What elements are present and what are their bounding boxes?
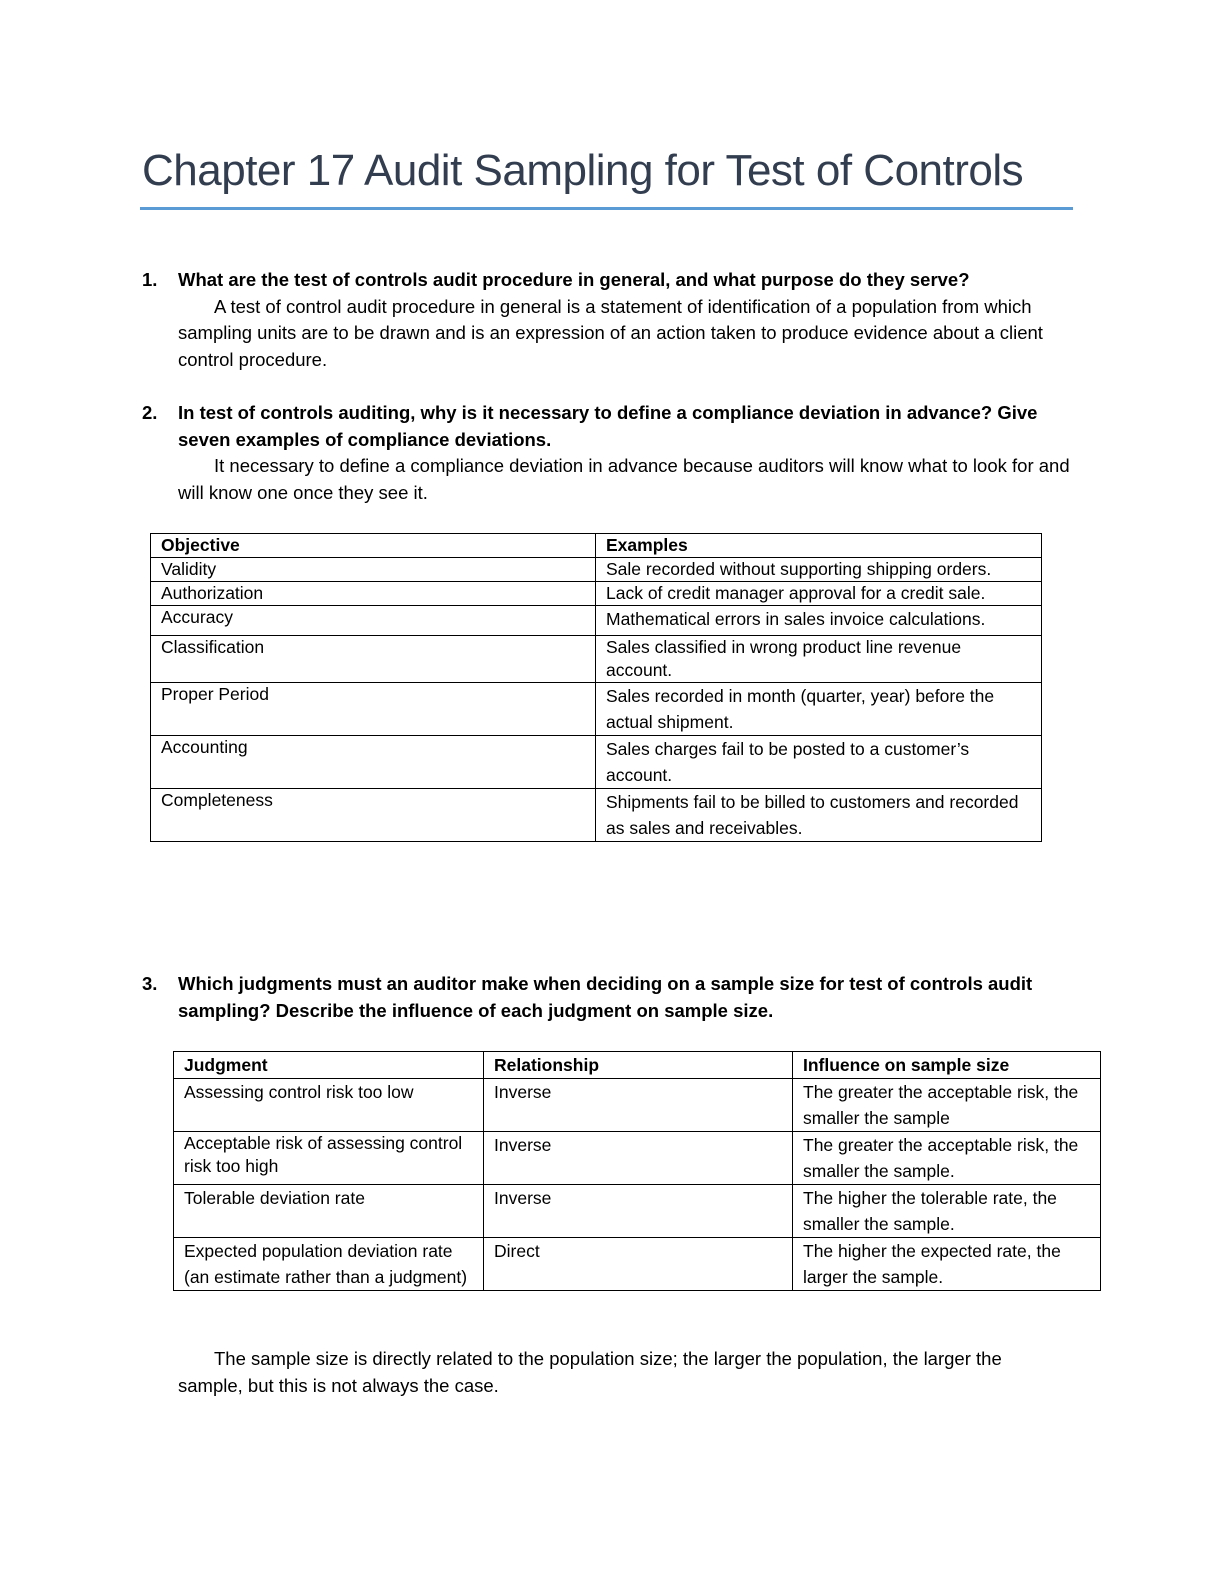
cell-objective: Validity	[151, 558, 596, 582]
cell-example: Sale recorded without supporting shipping orders.	[596, 558, 1042, 582]
table-row	[151, 636, 1042, 683]
table-row	[174, 1185, 1101, 1238]
answer-text: A test of control audit procedure in general is a statement of identification of a population from which sampling units are to be drawn and is an expression of an action taken to produce evidence about a client control procedure.	[178, 295, 1043, 370]
cell-objective: Authorization	[151, 582, 596, 606]
cell-influence: The greater the acceptable risk, the smaller the sample.	[793, 1132, 1101, 1185]
table-row	[151, 789, 1042, 842]
cell-judgment: Expected population deviation rate (an estimate rather than a judgment)	[174, 1238, 484, 1291]
question-text: What are the test of controls audit procedure in general, and what purpose do they serve?	[178, 269, 970, 290]
cell-example: Sales recorded in month (quarter, year) before the actual shipment.	[596, 683, 1042, 736]
cell-judgment: Assessing control risk too low	[174, 1079, 484, 1132]
cell-objective: Accounting	[151, 736, 596, 789]
table-header-row	[151, 534, 1042, 558]
deviations-table	[150, 533, 1042, 842]
judgments-table	[173, 1051, 1101, 1291]
question-number: 3.	[142, 973, 158, 994]
question-text: In test of controls auditing, why is it necessary to define a compliance deviation in advance? Give seven examples of compliance deviations.	[178, 402, 1038, 450]
table-row	[151, 736, 1042, 789]
table-row	[151, 582, 1042, 606]
cell-relationship: Inverse	[484, 1132, 793, 1185]
cell-judgment: Acceptable risk of assessing control risk too high	[174, 1132, 484, 1185]
cell-judgment: Tolerable deviation rate	[174, 1185, 484, 1238]
cell-influence: The greater the acceptable risk, the smaller the sample	[793, 1079, 1101, 1132]
cell-influence: The higher the expected rate, the larger the sample.	[793, 1238, 1101, 1291]
document-title: Chapter 17 Audit Sampling for Test of Controls	[142, 146, 1024, 195]
cell-example: Sales classified in wrong product line revenue account.	[596, 636, 1042, 683]
cell-example: Lack of credit manager approval for a credit sale.	[596, 582, 1042, 606]
table-row	[174, 1238, 1101, 1291]
cell-influence: The higher the tolerable rate, the smaller the sample.	[793, 1185, 1101, 1238]
question-text: Which judgments must an auditor make when deciding on a sample size for test of controls audit sampling? Describe the influence of each judgment on sample size.	[178, 973, 1033, 1021]
cell-example: Shipments fail to be billed to customers and recorded as sales and receivables.	[596, 789, 1042, 842]
header-relationship: Relationship	[484, 1052, 793, 1079]
title-underline	[140, 207, 1073, 210]
table-header-row	[174, 1052, 1101, 1079]
question-2	[142, 400, 1072, 506]
table-row	[174, 1132, 1101, 1185]
cell-objective: Classification	[151, 636, 596, 683]
cell-objective: Completeness	[151, 789, 596, 842]
table-row	[151, 683, 1042, 736]
closing-paragraph: The sample size is directly related to the population size; the larger the population, the larger the sample, but this is not always the case.	[178, 1348, 1002, 1396]
table-row	[151, 558, 1042, 582]
question-1	[142, 267, 1072, 373]
table-row	[151, 606, 1042, 636]
cell-objective: Accuracy	[151, 606, 596, 636]
cell-relationship: Direct	[484, 1238, 793, 1291]
header-examples: Examples	[596, 534, 1042, 558]
header-judgment: Judgment	[174, 1052, 484, 1079]
question-3	[142, 971, 1072, 1024]
answer-text: It necessary to define a compliance deviation in advance because auditors will know what to look for and will know one once they see it.	[178, 455, 1070, 503]
cell-objective: Proper Period	[151, 683, 596, 736]
cell-relationship: Inverse	[484, 1185, 793, 1238]
header-influence: Influence on sample size	[793, 1052, 1101, 1079]
cell-example: Sales charges fail to be posted to a customer’s account.	[596, 736, 1042, 789]
header-objective: Objective	[151, 534, 596, 558]
table-row	[174, 1079, 1101, 1132]
question-number: 2.	[142, 402, 158, 423]
cell-example: Mathematical errors in sales invoice calculations.	[596, 606, 1042, 636]
cell-relationship: Inverse	[484, 1079, 793, 1132]
question-number: 1.	[142, 269, 158, 290]
